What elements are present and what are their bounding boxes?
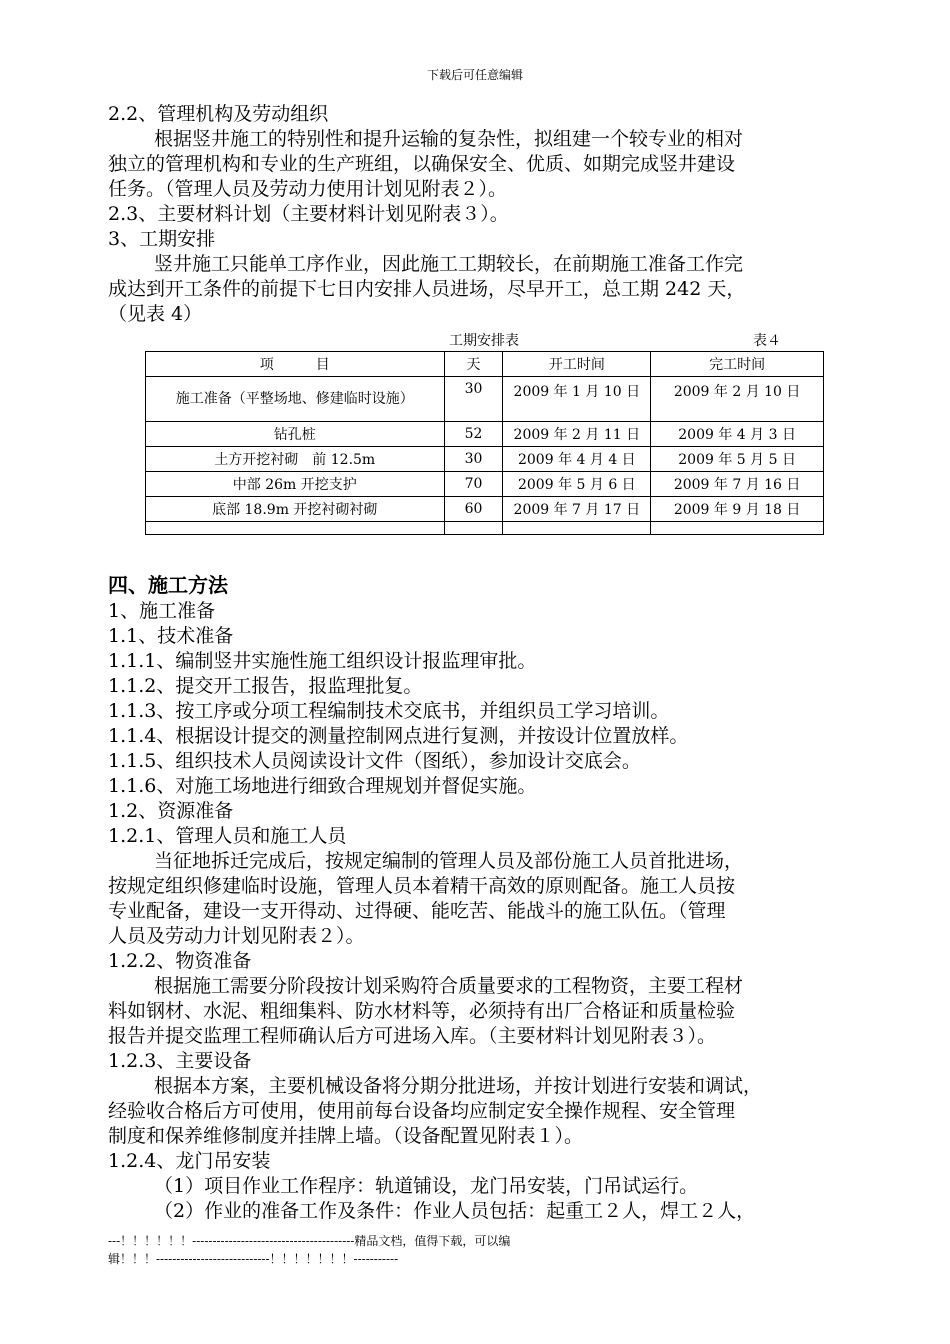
text-line: 报告并提交监理工程师确认后方可进场入库。（主要材料计划见附表３）。 <box>108 1025 717 1047</box>
table-header-cell: 项 目 <box>146 352 445 377</box>
text-line: 根据本方案，主要机械设备将分期分批进场，并按计划进行安装和调试， <box>154 1075 763 1097</box>
text-line: （2）作业的准备工作及条件：作业人员包括：起重工２人，焊工２人， <box>154 1200 756 1222</box>
table-cell: 2009 年 2 月 11 日 <box>503 422 651 447</box>
table-cell: 2009 年 7 月 16 日 <box>651 472 824 497</box>
text-line: 2.3、主要材料计划（主要材料计划见附表３）。 <box>108 203 509 225</box>
table-cell <box>146 522 445 535</box>
footer-line: 辑！！！----------------------------！！！！！！！----------- <box>108 1252 399 1266</box>
table-cell <box>444 522 503 535</box>
text-line: （见表 4） <box>108 303 203 325</box>
text-line: 根据施工需要分阶段按计划采购符合质量要求的工程物资，主要工程材 <box>154 975 744 997</box>
table-cell <box>651 522 824 535</box>
table-row <box>146 497 824 522</box>
text-line: 1.2、资源准备 <box>108 800 234 822</box>
table-caption: 工期安排表 <box>449 333 519 349</box>
table-cell: 施工准备（平整场地、修建临时设施） <box>146 377 445 422</box>
text-line: 1.2.1、管理人员和施工人员 <box>108 825 347 847</box>
table-cell: 2009 年 7 月 17 日 <box>503 497 651 522</box>
section-heading: 四、施工方法 <box>108 573 228 597</box>
text-line: （1）项目作业工作程序：轨道铺设，龙门吊安装，门吊试运行。 <box>154 1175 699 1197</box>
table-header-row <box>146 352 824 377</box>
footer-line: ---！！！！！！----------------------------------------精品文档，值得下载，可以编 <box>108 1234 511 1248</box>
table-cell: 中部 26m 开挖支护 <box>146 472 445 497</box>
text-line: 2.2、管理机构及劳动组织 <box>108 103 329 125</box>
table-cell: 2009 年 5 月 5 日 <box>651 447 824 472</box>
text-line: 人员及劳动力计划见附表２）。 <box>108 925 365 947</box>
table-cell: 2009 年 1 月 10 日 <box>503 377 651 422</box>
table-cell: 52 <box>444 422 503 447</box>
text-line: 按规定组织修建临时设施，管理人员本着精干高效的原则配备。施工人员按 <box>108 875 736 897</box>
table-header-cell: 完工时间 <box>651 352 824 377</box>
text-line: 1.1.1、编制竖井实施性施工组织设计报监理审批。 <box>108 650 537 672</box>
page-header: 下载后可任意编辑 <box>426 68 523 82</box>
table-cell: 2009 年 2 月 10 日 <box>651 377 824 422</box>
table-cell: 底部 18.9m 开挖衬砌衬砌 <box>146 497 445 522</box>
table-cell: 钻孔桩 <box>146 422 445 447</box>
table-row <box>146 422 824 447</box>
table-header-cell: 天 <box>444 352 503 377</box>
text-line: 制度和保养维修制度并挂牌上墙。（设备配置见附表１）。 <box>108 1125 584 1147</box>
text-line: 根据竖井施工的特别性和提升运输的复杂性，拟组建一个较专业的相对 <box>154 128 744 150</box>
table-row <box>146 522 824 535</box>
text-line: 3、工期安排 <box>108 228 216 250</box>
table-label: 表４ <box>753 333 781 349</box>
table-row <box>146 447 824 472</box>
text-line: 任务。（管理人员及劳动力使用计划见附表２）。 <box>108 178 508 200</box>
text-line: 成达到开工条件的前提下七日内安排人员进场，尽早开工，总工期 242 天， <box>108 278 746 300</box>
text-line: 1.1.5、组织技术人员阅读设计文件（图纸），参加设计交底会。 <box>108 750 641 772</box>
table-cell: 2009 年 5 月 6 日 <box>503 472 651 497</box>
table-cell: 60 <box>444 497 503 522</box>
table-cell: 30 <box>444 447 503 472</box>
table-cell: 30 <box>444 377 503 422</box>
table-cell: 2009 年 4 月 4 日 <box>503 447 651 472</box>
text-line: 1.1.3、按工序或分项工程编制技术交底书，并组织员工学习培训。 <box>108 700 670 722</box>
text-line: 竖井施工只能单工序作业，因此施工工期较长，在前期施工准备工作完 <box>154 253 744 275</box>
schedule-table <box>145 351 824 535</box>
table-header-cell: 开工时间 <box>503 352 651 377</box>
text-line: 经验收合格后方可使用，使用前每台设备均应制定安全操作规程、安全管理 <box>108 1100 736 1122</box>
text-line: 专业配备，建设一支开得动、过得硬、能吃苦、能战斗的施工队伍。（管理 <box>108 900 726 922</box>
text-line: 1.2.3、主要设备 <box>108 1050 252 1072</box>
table-cell <box>503 522 651 535</box>
text-line: 1.2.4、龙门吊安装 <box>108 1150 271 1172</box>
text-line: 料如钢材、水泥、粗细集料、防水材料等，必须持有出厂合格证和质量检验 <box>108 1000 736 1022</box>
table-row <box>146 377 824 422</box>
table-cell: 土方开挖衬砌 前 12.5m <box>146 447 445 472</box>
table-cell: 2009 年 9 月 18 日 <box>651 497 824 522</box>
table-row <box>146 472 824 497</box>
table-cell: 2009 年 4 月 3 日 <box>651 422 824 447</box>
table-cell: 70 <box>444 472 503 497</box>
text-line: 1.1.4、根据设计提交的测量控制网点进行复测，并按设计位置放样。 <box>108 725 689 747</box>
text-line: 1、施工准备 <box>108 600 216 622</box>
text-line: 1.2.2、物资准备 <box>108 950 252 972</box>
text-line: 1.1.2、提交开工报告，报监理批复。 <box>108 675 423 697</box>
text-line: 1.1.6、对施工场地进行细致合理规划并督促实施。 <box>108 775 537 797</box>
text-line: 独立的管理机构和专业的生产班组，以确保安全、优质、如期完成竖井建设 <box>108 153 736 175</box>
text-line: 当征地拆迁完成后，按规定编制的管理人员及部份施工人员首批进场， <box>154 850 744 872</box>
text-line: 1.1、技术准备 <box>108 625 234 647</box>
